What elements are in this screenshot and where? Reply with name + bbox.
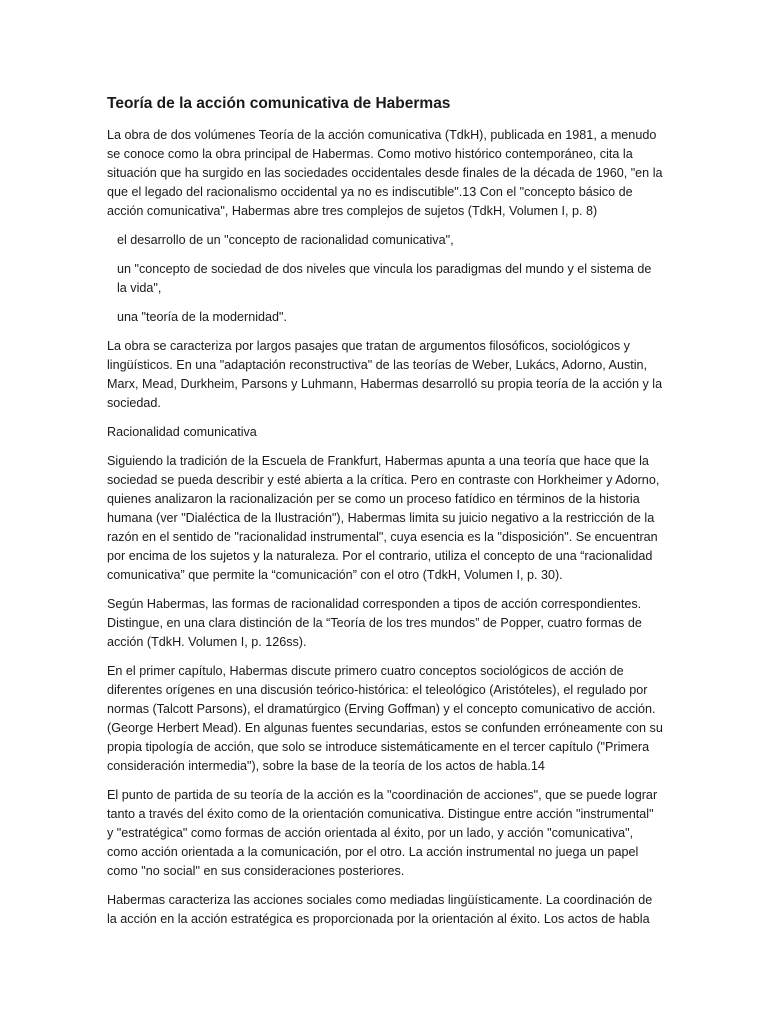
paragraph-formas-racionalidad: Según Habermas, las formas de racionalidad corresponden a tipos de acción correspondientes. Distingue, en una clara distinción de la “Teoría de los tres mundos” de Popper, cuatro formas de acción (TdkH. Volumen I, p. 126ss). [107, 597, 642, 649]
list-item-modernidad: una "teoría de la modernidad". [117, 310, 287, 324]
paragraph-primer-capitulo: En el primer capítulo, Habermas discute primero cuatro conceptos sociológicos de acción de diferentes orígenes en una discusión teórico-histórica: el teleológico (Aristóteles), el regulado por normas (Talcott Parsons), el dramatúrgico (Erving Goffman) y el concepto comunicativo de acción. (George Herbert Mead). En algunas fuentes secundarias, estos se confunden erróneamente con su propia tipología de acción, que solo se introduce sistemáticamente en el tercer capítulo ("Primera consideración intermedia"), sobre la base de la teoría de los actos de habla.14 [107, 664, 663, 773]
document-body [107, 94, 663, 939]
paragraph-caracteristicas: La obra se caracteriza por largos pasajes que tratan de argumentos filosóficos, sociológicos y lingüísticos. En una "adaptación reconstructiva" de las teorías de Weber, Lukács, Adorno, Austin, Marx, Mead, Durkheim, Parsons y Luhmann, Habermas desarrolló su propia teoría de la acción y la sociedad. [107, 339, 663, 410]
paragraph-acciones-sociales: Habermas caracteriza las acciones sociales como mediadas lingüísticamente. La coordinación de la acción en la acción estratégica es proporcionada por la orientación al éxito. Los actos de habla [107, 893, 653, 926]
paragraph-coordinacion: El punto de partida de su teoría de la acción es la "coordinación de acciones", que se puede lograr tanto a través del éxito como de la orientación comunicativa. Distingue entre acción "instrumental" y "estratégica" como formas de acción orientada al éxito, por un lado, y acción "comunicativa", como acción orientada a la comunicación, por el otro. La acción instrumental no juega un papel como "no social" en sus consideraciones posteriores. [107, 788, 658, 878]
paragraph-frankfurt: Siguiendo la tradición de la Escuela de Frankfurt, Habermas apunta a una teoría que hace que la sociedad se pueda describir y esté abierta a la crítica. Pero en contraste con Horkheimer y Adorno, quienes analizaron la racionalización per se como un proceso fatídico en términos de la historia humana (ver "Dialéctica de la Ilustración"), Habermas limita su juicio negativo a la restricción de la razón en el sentido de "racionalidad instrumental", cuya esencia es la "disposición". Se encuentran por encima de los sujetos y la naturaleza. Por el contrario, utiliza el concepto de una “racionalidad comunicativa” que permite la “comunicación” con el otro (TdkH, Volumen I, p. 30). [107, 454, 660, 582]
paragraph-intro: La obra de dos volúmenes Teoría de la acción comunicativa (TdkH), publicada en 1981, a menudo se conoce como la obra principal de Habermas. Como motivo histórico contemporáneo, cita la situación que ha surgido en las sociedades occidentales desde finales de la década de 1960, "en la que el legado del racionalismo occidental ya no es indiscutible".13 Con el "concepto básico de acción comunicativa", Habermas abre tres complejos de sujetos (TdkH, Volumen I, p. 8) [107, 128, 663, 218]
section-heading-racionalidad: Racionalidad comunicativa [107, 425, 257, 439]
page-title: Teoría de la acción comunicativa de Habermas [107, 95, 451, 112]
list-item-sociedad: un "concepto de sociedad de dos niveles que vincula los paradigmas del mundo y el sistema de la vida", [117, 262, 652, 295]
list-item-racionalidad: el desarrollo de un "concepto de racionalidad comunicativa", [117, 233, 454, 247]
